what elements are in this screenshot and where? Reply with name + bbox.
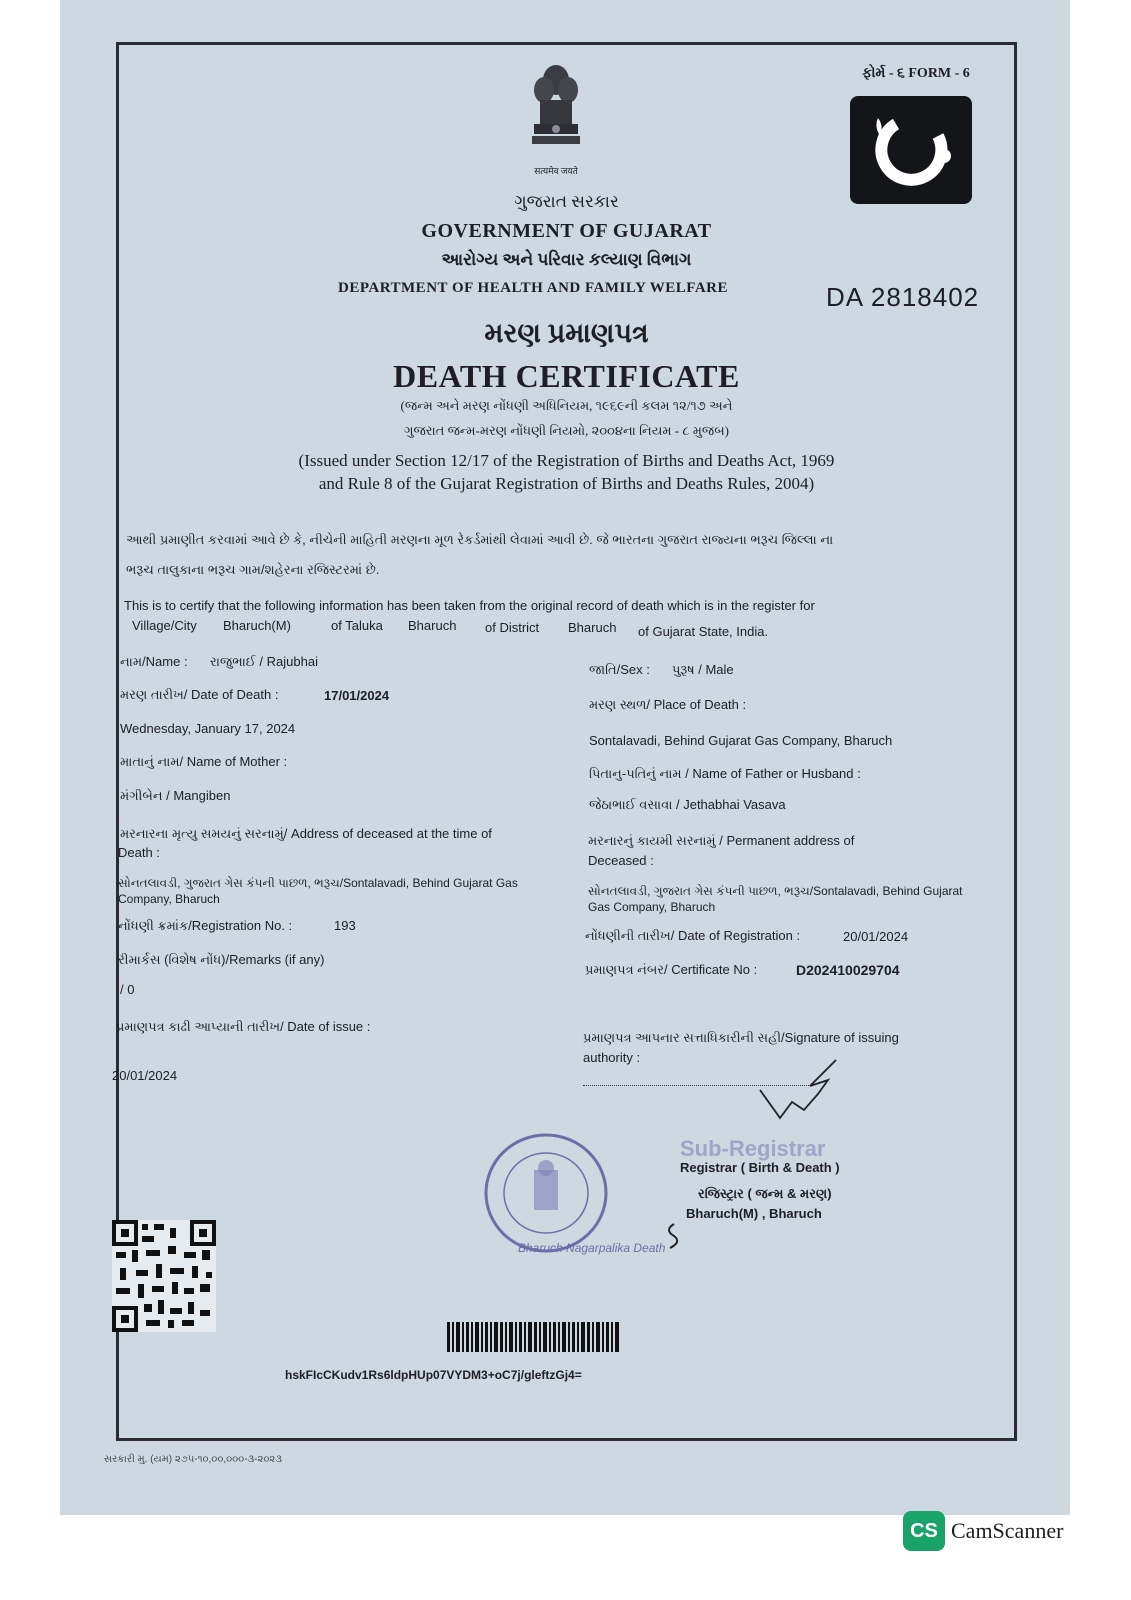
father-name-label: પિતાનુ-પતિનું નામ / Name of Father or Husband : bbox=[589, 766, 861, 781]
certify-english: This is to certify that the following information has been taken from the original record of death which is in the register for bbox=[124, 598, 815, 613]
date-of-death-value: 17/01/2024 bbox=[324, 688, 390, 703]
department-gujarati: આરોગ્ય અને પરિવાર કલ્યાણ વિભાગ bbox=[441, 250, 692, 269]
address-label: મરનારના મૃત્યુ સમયનું સરનામું/ Address of deceased at the time of bbox=[120, 826, 492, 841]
mother-name-label: માતાનું નામ/ Name of Mother : bbox=[120, 754, 288, 769]
permanent-address-label-deceased: Deceased : bbox=[588, 853, 654, 868]
place-of-death-label: મરણ સ્થળ/ Place of Death : bbox=[589, 697, 747, 712]
date-of-issue-label: પ્રમાણપત્ર કાઢી આપ્યાની તારીખ/ Date of issue : bbox=[116, 1019, 371, 1034]
print-reference: સરકારી મુ. (યમ) ૨૭૫-૧૦,૦૦,૦૦૦-૩-૨૦૨૩ bbox=[104, 1454, 282, 1465]
barcode bbox=[447, 1322, 619, 1352]
serial-number: DA 2818402 bbox=[826, 282, 980, 312]
address-label-death: Death : bbox=[118, 845, 160, 860]
district-label: of District bbox=[485, 620, 540, 635]
registration-date-label: નોંધણીની તારીખ/ Date of Registration : bbox=[585, 928, 801, 943]
verification-hash: hskFIcCKudv1Rs6ldpHUp07VYDM3+oC7j/gleftzGj4= bbox=[285, 1368, 582, 1382]
mother-name-value: મંગીબેન / Mangiben bbox=[120, 788, 231, 803]
address-value-1: સોનતલાવડી, ગુજરાત ગેસ કંપની પાછળ, ભરૂચ/Sontalavadi, Behind Gujarat Gas bbox=[118, 876, 518, 890]
title-english: DEATH CERTIFICATE bbox=[393, 358, 740, 394]
taluka-label: of Taluka bbox=[331, 618, 383, 633]
municipal-seal-text: Bharuch Nagarpalika Death bbox=[518, 1241, 666, 1255]
remarks-value: / 0 bbox=[120, 982, 135, 997]
address-value-2: Company, Bharuch bbox=[118, 892, 220, 906]
initial-icon bbox=[660, 1220, 688, 1250]
form-number: ફોર્મ - ૬ FORM - 6 bbox=[862, 66, 970, 81]
health-logo-icon bbox=[850, 96, 972, 204]
camscanner-logo-icon: CS bbox=[903, 1511, 945, 1551]
stamp-location: Bharuch(M) , Bharuch bbox=[686, 1206, 822, 1221]
certify-gujarati-2: ભરૂચ તાલુકાના ભરૂચ ગામ/શહેરના રજિસ્ટરમાં છે. bbox=[126, 562, 380, 577]
issued-under-english-1: (Issued under Section 12/17 of the Registration of Births and Deaths Act, 1969 bbox=[298, 451, 835, 470]
certify-gujarati-1: આથી પ્રમાણીત કરવામાં આવે છે કે, નીચેની માહિતી મરણના મૂળ રેકર્ડમાંથી લેવામાં આવી છે. જે ભારતના ગુજરાત રાજ્યના ભરૂચ જિલ્લા ના bbox=[126, 532, 834, 547]
father-name-value: જેઠાભાઈ વસાવા / Jethabhai Vasava bbox=[589, 797, 786, 812]
registration-date-value: 20/01/2024 bbox=[843, 929, 909, 944]
certificate-no-value: D202410029704 bbox=[796, 962, 900, 978]
issued-under-gujarati-1: (જન્મ અને મરણ નોંધણી અધિનિયમ, ૧૯૬૯ની કલમ ૧૨/૧૭ અને bbox=[400, 398, 733, 413]
registration-no-value: 193 bbox=[334, 918, 356, 933]
stamp-registrar: Registrar ( Birth & Death ) bbox=[680, 1160, 840, 1175]
govt-name-english: GOVERNMENT OF GUJARAT bbox=[421, 220, 712, 242]
signature-label-authority: authority : bbox=[583, 1050, 641, 1065]
remarks-label: રીમાર્કસ (વિશેષ નોંધ)/Remarks (if any) bbox=[118, 952, 325, 967]
national-emblem-icon bbox=[522, 60, 590, 164]
village-value: Bharuch(M) bbox=[223, 618, 291, 633]
signature-icon bbox=[740, 1050, 840, 1130]
state-text: of Gujarat State, India. bbox=[638, 624, 769, 639]
municipal-seal-icon bbox=[480, 1128, 612, 1258]
qr-code bbox=[112, 1220, 216, 1332]
place-of-death-value: Sontalavadi, Behind Gujarat Gas Company, Bharuch bbox=[589, 733, 893, 748]
permanent-address-value-1: સોનતલાવડી, ગુજરાત ગેસ કંપની પાછળ, ભરૂચ/Sontalavadi, Behind Gujarat bbox=[588, 884, 963, 898]
name-value: રાજુભાઈ / Rajubhai bbox=[210, 654, 318, 669]
permanent-address-label: મરનારનું કાયમી સરનામું / Permanent address of bbox=[588, 833, 855, 848]
taluka-value: Bharuch bbox=[408, 618, 457, 633]
issued-under-english-2: and Rule 8 of the Gujarat Registration of Births and Deaths Rules, 2004) bbox=[318, 474, 815, 493]
stamp-registrar-gujarati: રજિસ્ટ્રાર ( જન્મ & મરણ) bbox=[698, 1186, 832, 1201]
date-of-issue-value: 20/01/2024 bbox=[112, 1068, 178, 1083]
department-english: DEPARTMENT OF HEALTH AND FAMILY WELFARE bbox=[338, 280, 728, 296]
govt-name-gujarati: ગુજરાત સરકાર bbox=[514, 192, 619, 211]
stamp-sub-registrar: Sub-Registrar bbox=[680, 1136, 826, 1161]
certificate-no-label: પ્રમાણપત્ર નંબર/ Certificate No : bbox=[585, 962, 758, 977]
district-value: Bharuch bbox=[568, 620, 617, 635]
issued-under-gujarati-2: ગુજરાત જન્મ-મરણ નોંધણી નિયમો, ૨૦૦૪ના નિયમ - ૮ મુજબ) bbox=[404, 423, 729, 438]
registration-no-label: નોંધણી ક્રમાંક/Registration No. : bbox=[118, 918, 293, 933]
date-of-death-label: મરણ તારીખ/ Date of Death : bbox=[120, 687, 279, 702]
day-of-death: Wednesday, January 17, 2024 bbox=[120, 721, 296, 736]
emblem-motto: सत्यमेव जयते bbox=[534, 166, 578, 176]
signature-label: પ્રમાણપત્ર આપનાર સત્તાધિકારીની સહી/Signature of issuing bbox=[583, 1030, 899, 1045]
sex-value: પુરૂષ / Male bbox=[672, 662, 734, 677]
village-label: Village/City bbox=[132, 618, 197, 633]
permanent-address-value-2: Gas Company, Bharuch bbox=[588, 900, 716, 914]
name-label: નામ/Name : bbox=[120, 654, 188, 669]
camscanner-watermark: CamScanner bbox=[951, 1518, 1064, 1543]
sex-label: જાતિ/Sex : bbox=[589, 662, 650, 677]
title-gujarati: મરણ પ્રમાણપત્ર bbox=[484, 318, 649, 348]
